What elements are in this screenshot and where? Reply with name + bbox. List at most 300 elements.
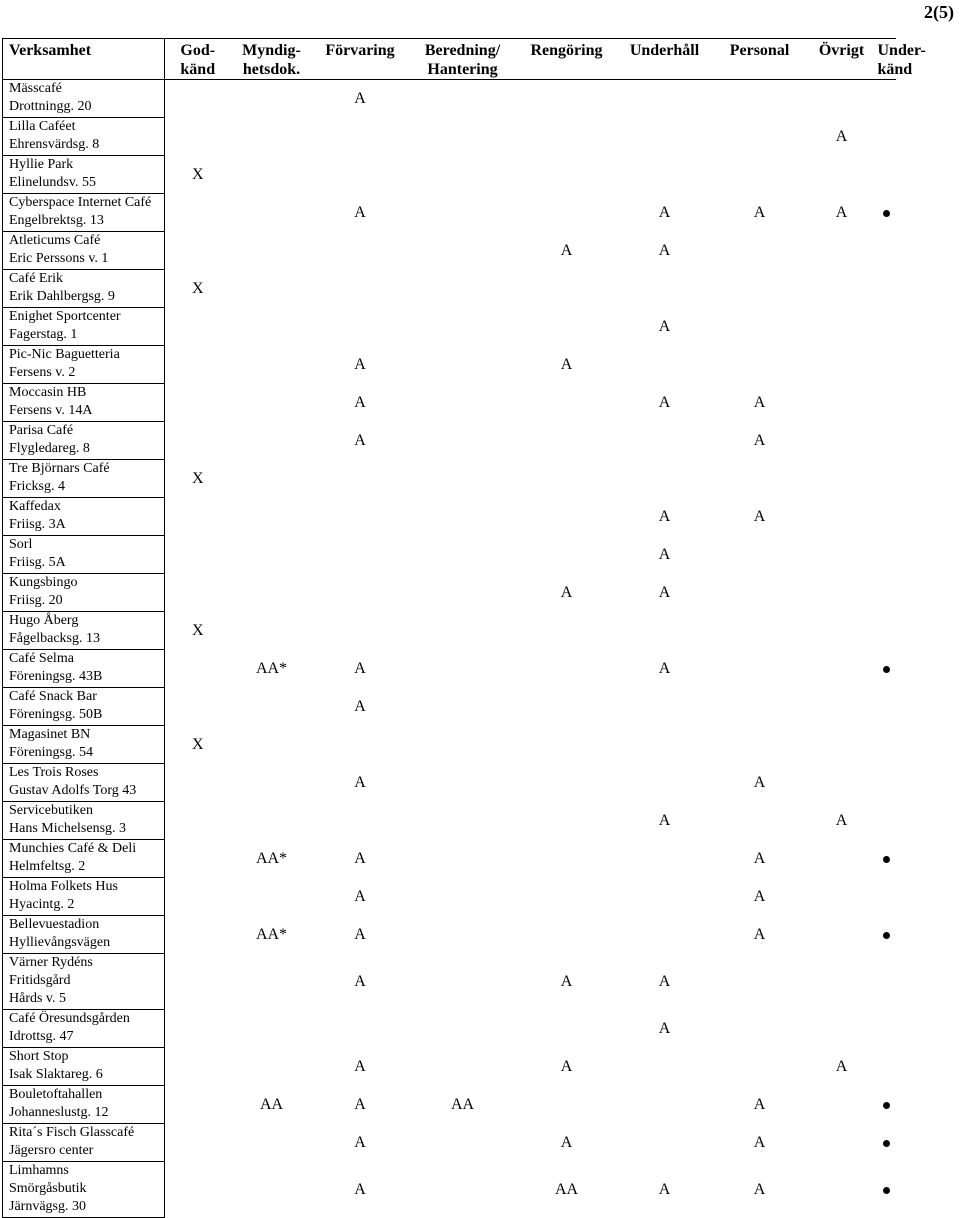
cell-underhall: A bbox=[658, 659, 671, 677]
business-name-line: Holma Folkets Hus bbox=[9, 879, 118, 894]
business-name-cell bbox=[3, 840, 165, 878]
cell-personal: A bbox=[753, 1180, 766, 1198]
cell-ovrigt bbox=[806, 232, 878, 270]
cell-underhall: A bbox=[658, 811, 671, 829]
table-row bbox=[3, 764, 896, 802]
cell-personal bbox=[714, 1010, 806, 1048]
cell-underkand bbox=[878, 422, 896, 460]
cell-underhall: A bbox=[658, 241, 671, 259]
cell-ovrigt bbox=[806, 916, 878, 954]
cell-underhall: A bbox=[658, 972, 671, 990]
cell-rengoring: A bbox=[560, 583, 573, 601]
column-header-underkand: Under- känd bbox=[878, 39, 896, 80]
business-name-cell bbox=[3, 232, 165, 270]
business-name-cell bbox=[3, 346, 165, 384]
business-name-cell bbox=[3, 688, 165, 726]
cell-personal bbox=[714, 802, 806, 840]
cell-beredning: AA bbox=[450, 1095, 475, 1113]
cell-godkand bbox=[165, 80, 231, 118]
cell-rengoring bbox=[518, 80, 616, 118]
cell-myndig: AA bbox=[259, 1095, 284, 1113]
business-name-line: Magasinet BN bbox=[9, 727, 91, 742]
cell-forvaring: A bbox=[354, 1095, 366, 1113]
cell-ovrigt bbox=[806, 460, 878, 498]
cell-personal bbox=[714, 156, 806, 194]
cell-underkand bbox=[878, 384, 896, 422]
cell-underhall bbox=[616, 688, 714, 726]
cell-forvaring: A bbox=[354, 659, 366, 677]
cell-underhall: A bbox=[658, 545, 671, 563]
cell-beredning bbox=[408, 232, 518, 270]
cell-myndig bbox=[231, 688, 313, 726]
cell-rengoring bbox=[518, 802, 616, 840]
cell-ovrigt: A bbox=[835, 127, 848, 145]
business-name-line: Tre Björnars Café bbox=[9, 461, 110, 476]
cell-underhall: A bbox=[658, 583, 671, 601]
cell-personal: A bbox=[753, 393, 766, 411]
cell-rengoring bbox=[518, 840, 616, 878]
cell-forvaring bbox=[313, 118, 408, 156]
cell-personal bbox=[714, 1048, 806, 1086]
column-header-godkand: God- känd bbox=[165, 39, 231, 80]
cell-underhall: A bbox=[658, 507, 671, 525]
column-header-verksamhet: Verksamhet bbox=[3, 39, 165, 80]
cell-myndig: AA* bbox=[255, 659, 288, 677]
cell-myndig bbox=[231, 346, 313, 384]
cell-personal: A bbox=[753, 773, 766, 791]
cell-rengoring: A bbox=[560, 1133, 573, 1151]
cell-rengoring: A bbox=[560, 355, 573, 373]
column-header-underhall: Underhåll bbox=[616, 39, 714, 80]
business-name-line: Ehrensvärdsg. 8 bbox=[9, 137, 100, 152]
cell-forvaring: A bbox=[354, 1180, 366, 1198]
table-row bbox=[3, 1048, 896, 1086]
cell-godkand: X bbox=[191, 279, 204, 297]
business-name-line: Café Selma bbox=[9, 651, 74, 666]
table-row bbox=[3, 688, 896, 726]
cell-ovrigt bbox=[806, 574, 878, 612]
business-name-cell bbox=[3, 194, 165, 232]
column-header-rengoring: Rengöring bbox=[518, 39, 616, 80]
cell-underhall bbox=[616, 916, 714, 954]
business-name-line: Smörgåsbutik bbox=[9, 1181, 87, 1196]
business-name-cell bbox=[3, 802, 165, 840]
cell-godkand: X bbox=[191, 621, 204, 639]
cell-beredning bbox=[408, 80, 518, 118]
cell-beredning bbox=[408, 194, 518, 232]
business-name-cell bbox=[3, 422, 165, 460]
business-name-cell bbox=[3, 1086, 165, 1124]
cell-rengoring bbox=[518, 384, 616, 422]
cell-personal: A bbox=[753, 507, 766, 525]
table-row bbox=[3, 536, 896, 574]
cell-personal bbox=[714, 308, 806, 346]
cell-myndig bbox=[231, 232, 313, 270]
business-name-cell bbox=[3, 498, 165, 536]
cell-underkand bbox=[878, 916, 896, 954]
inspection-table bbox=[2, 38, 926, 1218]
cell-ovrigt bbox=[806, 346, 878, 384]
cell-underkand bbox=[878, 156, 896, 194]
business-name-cell bbox=[3, 80, 165, 118]
cell-ovrigt bbox=[806, 80, 878, 118]
cell-ovrigt bbox=[806, 384, 878, 422]
cell-rengoring bbox=[518, 460, 616, 498]
business-name-cell bbox=[3, 270, 165, 308]
cell-beredning bbox=[408, 726, 518, 764]
cell-underkand bbox=[878, 498, 896, 536]
cell-beredning bbox=[408, 1010, 518, 1048]
business-name-line: Fågelbacksg. 13 bbox=[9, 631, 100, 646]
cell-personal: A bbox=[753, 1133, 766, 1151]
business-name-cell bbox=[3, 536, 165, 574]
header-row bbox=[3, 39, 896, 80]
cell-rengoring bbox=[518, 612, 616, 650]
cell-ovrigt bbox=[806, 1124, 878, 1162]
cell-rengoring bbox=[518, 1010, 616, 1048]
cell-myndig bbox=[231, 574, 313, 612]
cell-personal bbox=[714, 688, 806, 726]
cell-rengoring bbox=[518, 726, 616, 764]
cell-ovrigt bbox=[806, 308, 878, 346]
business-name-line: Jägersro center bbox=[9, 1143, 94, 1158]
cell-godkand: X bbox=[191, 735, 204, 753]
cell-forvaring: A bbox=[354, 89, 366, 107]
cell-underhall: A bbox=[658, 1019, 671, 1037]
business-name-line: Engelbrektsg. 13 bbox=[9, 213, 104, 228]
business-name-cell bbox=[3, 726, 165, 764]
cell-underhall: A bbox=[658, 393, 671, 411]
cell-godkand bbox=[165, 118, 231, 156]
underkand-dot-icon bbox=[883, 1140, 890, 1147]
cell-personal bbox=[714, 574, 806, 612]
table-row bbox=[3, 270, 896, 308]
cell-personal bbox=[714, 118, 806, 156]
business-name-cell bbox=[3, 1124, 165, 1162]
business-name-cell bbox=[3, 118, 165, 156]
column-header-beredning: Beredning/ Hantering bbox=[408, 39, 518, 80]
cell-forvaring: A bbox=[354, 697, 366, 715]
cell-rengoring bbox=[518, 878, 616, 916]
cell-forvaring bbox=[313, 270, 408, 308]
table-row bbox=[3, 308, 896, 346]
cell-beredning bbox=[408, 308, 518, 346]
cell-godkand bbox=[165, 232, 231, 270]
business-name-line: Helmfeltsg. 2 bbox=[9, 859, 86, 874]
cell-underkand bbox=[878, 460, 896, 498]
cell-myndig bbox=[231, 118, 313, 156]
cell-underhall bbox=[616, 346, 714, 384]
cell-rengoring bbox=[518, 764, 616, 802]
cell-ovrigt bbox=[806, 764, 878, 802]
cell-myndig bbox=[231, 1162, 313, 1218]
cell-underkand bbox=[878, 954, 896, 1010]
cell-rengoring: A bbox=[560, 241, 573, 259]
table-row bbox=[3, 118, 896, 156]
business-name-line: Flygledareg. 8 bbox=[9, 441, 90, 456]
cell-ovrigt bbox=[806, 1010, 878, 1048]
cell-ovrigt bbox=[806, 536, 878, 574]
cell-underkand bbox=[878, 840, 896, 878]
cell-myndig bbox=[231, 1048, 313, 1086]
business-name-line: Idrottsg. 47 bbox=[9, 1029, 74, 1044]
business-name-cell bbox=[3, 460, 165, 498]
table-row bbox=[3, 726, 896, 764]
cell-godkand bbox=[165, 346, 231, 384]
cell-underhall bbox=[616, 840, 714, 878]
page-number: 2(5) bbox=[924, 2, 954, 22]
table-row bbox=[3, 384, 896, 422]
cell-forvaring: A bbox=[354, 1133, 366, 1151]
business-name-line: Les Trois Roses bbox=[9, 765, 99, 780]
business-name-line: Fricksg. 4 bbox=[9, 479, 65, 494]
cell-personal bbox=[714, 346, 806, 384]
cell-personal: A bbox=[753, 1095, 766, 1113]
business-name-line: Rita´s Fisch Glasscafé bbox=[9, 1125, 135, 1140]
cell-underkand bbox=[878, 650, 896, 688]
cell-personal: A bbox=[753, 887, 766, 905]
business-name-line: Johanneslustg. 12 bbox=[9, 1105, 109, 1120]
cell-forvaring bbox=[313, 308, 408, 346]
table-row bbox=[3, 1162, 896, 1218]
cell-beredning bbox=[408, 156, 518, 194]
cell-forvaring bbox=[313, 156, 408, 194]
business-name-cell bbox=[3, 878, 165, 916]
business-name-line: Värner Rydéns bbox=[9, 955, 93, 970]
underkand-dot-icon bbox=[883, 666, 890, 673]
business-name-line: Café Snack Bar bbox=[9, 689, 97, 704]
business-name-line: Short Stop bbox=[9, 1049, 69, 1064]
cell-myndig bbox=[231, 764, 313, 802]
business-name-line: Fersens v. 14A bbox=[9, 403, 93, 418]
table-row bbox=[3, 80, 896, 118]
cell-underhall bbox=[616, 80, 714, 118]
underkand-dot-icon bbox=[883, 1102, 890, 1109]
cell-godkand bbox=[165, 194, 231, 232]
cell-beredning bbox=[408, 688, 518, 726]
business-name-cell bbox=[3, 650, 165, 688]
cell-myndig bbox=[231, 80, 313, 118]
cell-godkand bbox=[165, 916, 231, 954]
business-name-line: Mässcafé bbox=[9, 81, 62, 96]
cell-underkand bbox=[878, 232, 896, 270]
cell-rengoring bbox=[518, 688, 616, 726]
cell-rengoring bbox=[518, 118, 616, 156]
cell-rengoring bbox=[518, 156, 616, 194]
table-row bbox=[3, 954, 896, 1010]
cell-forvaring bbox=[313, 802, 408, 840]
cell-underhall bbox=[616, 764, 714, 802]
cell-godkand bbox=[165, 688, 231, 726]
cell-ovrigt bbox=[806, 1162, 878, 1218]
cell-underkand bbox=[878, 878, 896, 916]
cell-godkand: X bbox=[191, 165, 204, 183]
column-header-personal: Personal bbox=[714, 39, 806, 80]
table-row bbox=[3, 916, 896, 954]
table-row bbox=[3, 346, 896, 384]
cell-rengoring bbox=[518, 498, 616, 536]
cell-godkand bbox=[165, 1162, 231, 1218]
cell-underkand bbox=[878, 1010, 896, 1048]
cell-beredning bbox=[408, 612, 518, 650]
table-row bbox=[3, 232, 896, 270]
cell-myndig: AA* bbox=[255, 849, 288, 867]
cell-forvaring bbox=[313, 726, 408, 764]
cell-godkand bbox=[165, 764, 231, 802]
cell-myndig bbox=[231, 1010, 313, 1048]
cell-godkand bbox=[165, 384, 231, 422]
cell-beredning bbox=[408, 1048, 518, 1086]
business-name-line: Kungsbingo bbox=[9, 575, 78, 590]
table-body bbox=[3, 80, 896, 1218]
cell-forvaring: A bbox=[354, 203, 366, 221]
business-name-line: Kaffedax bbox=[9, 499, 61, 514]
underkand-dot-icon bbox=[883, 932, 890, 939]
cell-ovrigt bbox=[806, 422, 878, 460]
cell-personal bbox=[714, 726, 806, 764]
business-name-line: Hyllie Park bbox=[9, 157, 74, 172]
cell-forvaring bbox=[313, 1010, 408, 1048]
cell-forvaring: A bbox=[354, 773, 366, 791]
cell-underhall: A bbox=[658, 1180, 671, 1198]
cell-beredning bbox=[408, 384, 518, 422]
cell-forvaring bbox=[313, 232, 408, 270]
table-row bbox=[3, 460, 896, 498]
cell-underhall bbox=[616, 726, 714, 764]
table-row bbox=[3, 840, 896, 878]
business-name-line: Hans Michelsensg. 3 bbox=[9, 821, 127, 836]
cell-godkand bbox=[165, 840, 231, 878]
cell-forvaring bbox=[313, 612, 408, 650]
table-row bbox=[3, 422, 896, 460]
cell-beredning bbox=[408, 536, 518, 574]
cell-beredning bbox=[408, 802, 518, 840]
business-name-line: Friisg. 20 bbox=[9, 593, 63, 608]
cell-beredning bbox=[408, 954, 518, 1010]
cell-forvaring bbox=[313, 536, 408, 574]
table-row bbox=[3, 194, 896, 232]
cell-underhall bbox=[616, 270, 714, 308]
cell-myndig bbox=[231, 308, 313, 346]
cell-rengoring bbox=[518, 1086, 616, 1124]
table-row bbox=[3, 802, 896, 840]
cell-godkand bbox=[165, 1086, 231, 1124]
table-row bbox=[3, 1010, 896, 1048]
cell-beredning bbox=[408, 574, 518, 612]
cell-myndig bbox=[231, 194, 313, 232]
business-name-cell bbox=[3, 156, 165, 194]
column-header-myndighetsdok: Myndig- hetsdok. bbox=[231, 39, 313, 80]
cell-ovrigt bbox=[806, 878, 878, 916]
cell-ovrigt bbox=[806, 156, 878, 194]
business-name-line: Enighet Sportcenter bbox=[9, 309, 121, 324]
cell-underkand bbox=[878, 270, 896, 308]
cell-ovrigt bbox=[806, 498, 878, 536]
cell-myndig bbox=[231, 612, 313, 650]
cell-beredning bbox=[408, 840, 518, 878]
cell-godkand bbox=[165, 650, 231, 688]
business-name-cell bbox=[3, 612, 165, 650]
cell-beredning bbox=[408, 764, 518, 802]
cell-rengoring: A bbox=[560, 1057, 573, 1075]
cell-underkand bbox=[878, 346, 896, 384]
cell-myndig bbox=[231, 726, 313, 764]
cell-underkand bbox=[878, 612, 896, 650]
cell-underkand bbox=[878, 764, 896, 802]
business-name-line: Erik Dahlbergsg. 9 bbox=[9, 289, 115, 304]
cell-myndig bbox=[231, 802, 313, 840]
cell-ovrigt bbox=[806, 954, 878, 1010]
business-name-line: Cyberspace Internet Café bbox=[9, 195, 152, 210]
column-header-forvaring: Förvaring bbox=[313, 39, 408, 80]
table-row bbox=[3, 878, 896, 916]
cell-personal bbox=[714, 270, 806, 308]
cell-myndig bbox=[231, 270, 313, 308]
cell-myndig: AA* bbox=[255, 925, 288, 943]
cell-godkand: X bbox=[191, 469, 204, 487]
cell-forvaring bbox=[313, 498, 408, 536]
table-row bbox=[3, 612, 896, 650]
cell-underkand bbox=[878, 1124, 896, 1162]
cell-personal bbox=[714, 650, 806, 688]
cell-underhall bbox=[616, 612, 714, 650]
business-name-cell bbox=[3, 1162, 165, 1218]
cell-forvaring: A bbox=[354, 887, 366, 905]
cell-beredning bbox=[408, 916, 518, 954]
business-name-line: Elinelundsv. 55 bbox=[9, 175, 96, 190]
business-name-line: Friisg. 5A bbox=[9, 555, 66, 570]
cell-personal bbox=[714, 536, 806, 574]
business-name-line: Drottningg. 20 bbox=[9, 99, 92, 114]
business-name-line: Bellevuestadion bbox=[9, 917, 100, 932]
cell-underhall bbox=[616, 1086, 714, 1124]
business-name-line: Hyllievångsvägen bbox=[9, 935, 111, 950]
cell-godkand bbox=[165, 1010, 231, 1048]
business-name-line: Eric Perssons v. 1 bbox=[9, 251, 109, 266]
business-name-line: Atleticums Café bbox=[9, 233, 101, 248]
cell-beredning bbox=[408, 1124, 518, 1162]
business-name-line: Café Öresundsgården bbox=[9, 1011, 130, 1026]
business-name-line: Munchies Café & Deli bbox=[9, 841, 137, 856]
cell-ovrigt bbox=[806, 650, 878, 688]
cell-beredning bbox=[408, 650, 518, 688]
table-row bbox=[3, 498, 896, 536]
business-name-cell bbox=[3, 954, 165, 1010]
cell-rengoring bbox=[518, 536, 616, 574]
cell-underhall bbox=[616, 156, 714, 194]
cell-forvaring: A bbox=[354, 393, 366, 411]
cell-godkand bbox=[165, 954, 231, 1010]
cell-godkand bbox=[165, 1124, 231, 1162]
table-row bbox=[3, 156, 896, 194]
business-name-cell bbox=[3, 308, 165, 346]
cell-myndig bbox=[231, 460, 313, 498]
cell-beredning bbox=[408, 498, 518, 536]
cell-underhall: A bbox=[658, 317, 671, 335]
cell-ovrigt: A bbox=[835, 811, 848, 829]
cell-personal bbox=[714, 954, 806, 1010]
cell-godkand bbox=[165, 1048, 231, 1086]
cell-godkand bbox=[165, 308, 231, 346]
business-name-line: Sorl bbox=[9, 537, 33, 552]
cell-rengoring bbox=[518, 194, 616, 232]
table-row bbox=[3, 1086, 896, 1124]
cell-underhall bbox=[616, 460, 714, 498]
cell-myndig bbox=[231, 498, 313, 536]
cell-myndig bbox=[231, 536, 313, 574]
cell-underkand bbox=[878, 194, 896, 232]
cell-godkand bbox=[165, 536, 231, 574]
